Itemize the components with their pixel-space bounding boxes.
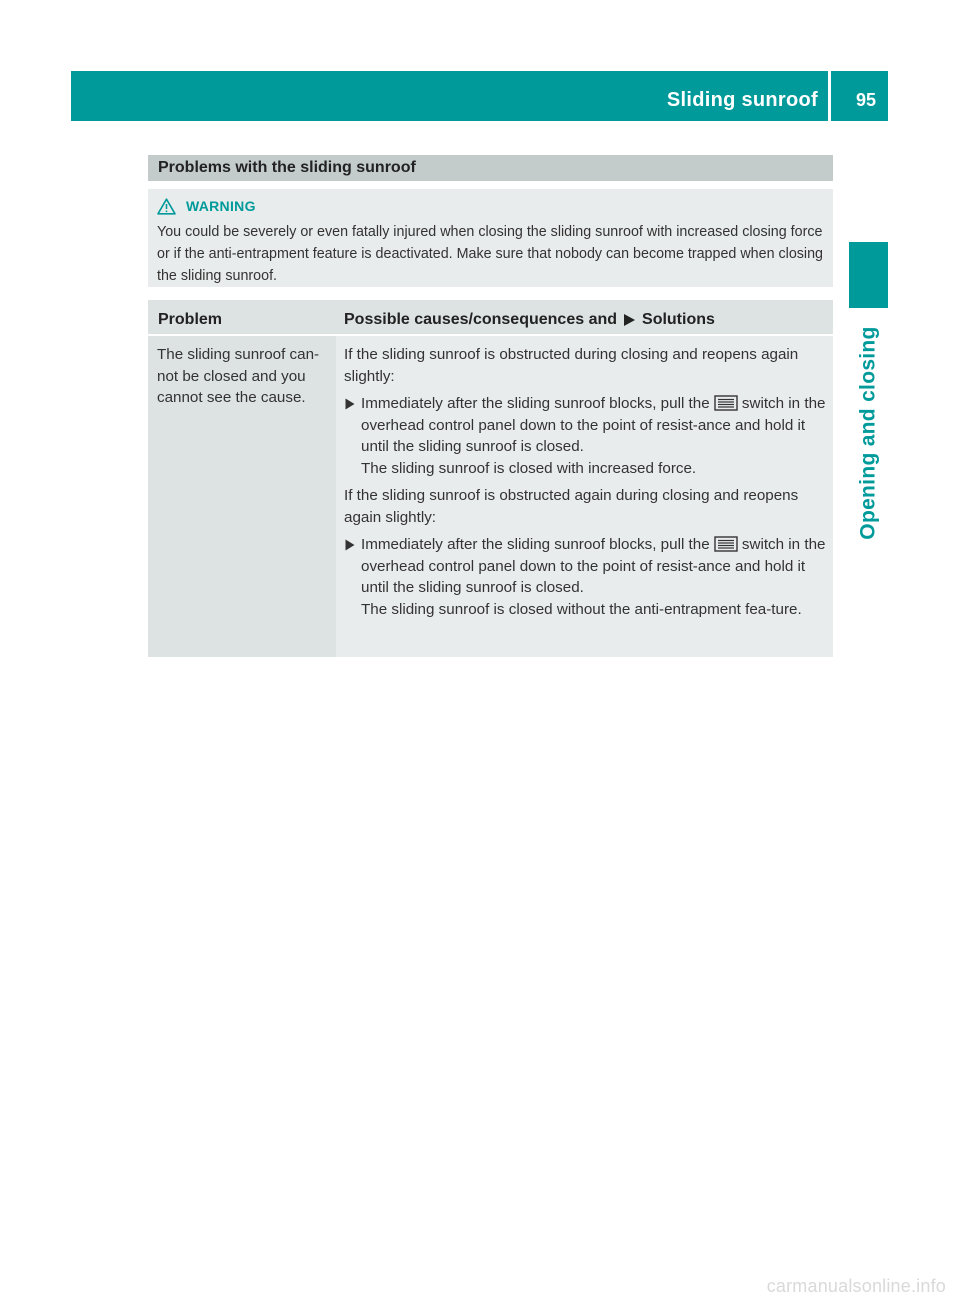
step-text-after-icon: switch in the overhead control panel down to the point of resist-ance and hold it until the sliding sunroof is closed. — [361, 536, 826, 596]
result-text: The sliding sunroof is closed without the anti-entrapment fea-ture. — [361, 600, 802, 618]
warning-label: WARNING — [186, 198, 256, 214]
problem-line: The sliding sunroof can- — [157, 346, 320, 363]
problem-line: cannot see the cause. — [157, 389, 306, 406]
table-header-row — [148, 300, 833, 334]
step-text-after-icon: switch in the overhead control panel down to the point of resist-ance and hold it until the sliding sunroof is closed. — [361, 395, 826, 455]
step-text-before-icon: Immediately after the sliding sunroof blocks, pull the — [361, 536, 710, 553]
table-cell-causes — [336, 336, 833, 657]
condition-text: If the sliding sunroof is obstructed during closing and reopens again slightly: — [344, 346, 799, 385]
table-cell-problem — [148, 336, 336, 657]
column-header-causes — [344, 311, 715, 329]
running-header — [71, 71, 888, 121]
column-header-causes-suffix: Solutions — [642, 311, 715, 328]
instruction-step — [344, 393, 827, 479]
header-divider — [828, 71, 831, 121]
troubleshooting-table — [148, 300, 833, 657]
sunroof-switch-icon — [714, 536, 738, 552]
column-header-causes-prefix: Possible causes/consequences and — [344, 311, 618, 328]
warning-text: You could be severely or even fatally injured when closing the sliding sunroof with increased closing force or if the anti-entrapment feature is deactivated. Make sure that nobody can become trapped when closing the sliding sunroof. — [157, 224, 823, 284]
section-title: Problems with the sliding sunroof — [148, 155, 833, 181]
page-number: 95 — [855, 90, 876, 110]
warning-triangle-icon — [157, 198, 176, 215]
warning-box — [148, 189, 833, 287]
result-text: The sliding sunroof is closed with increased force. — [361, 459, 697, 477]
condition-text: If the sliding sunroof is obstructed again during closing and reopens again slightly: — [344, 487, 799, 526]
running-header-title: Sliding sunroof — [666, 89, 818, 111]
chapter-tab-label: Opening and closing — [857, 326, 880, 540]
step-arrow-icon — [345, 539, 355, 551]
chapter-tab-marker — [849, 242, 888, 308]
chapter-tab-label-container — [847, 318, 891, 548]
warning-heading — [157, 195, 825, 217]
problem-line: not be closed and you — [157, 367, 306, 385]
instruction-step — [344, 534, 827, 620]
step-arrow-icon — [345, 398, 355, 410]
arrow-right-icon — [623, 313, 636, 327]
column-header-problem: Problem — [158, 311, 223, 328]
sunroof-switch-icon — [714, 395, 738, 411]
watermark: carmanualsonline.info — [766, 1276, 946, 1296]
step-text-before-icon: Immediately after the sliding sunroof blocks, pull the — [361, 395, 710, 412]
